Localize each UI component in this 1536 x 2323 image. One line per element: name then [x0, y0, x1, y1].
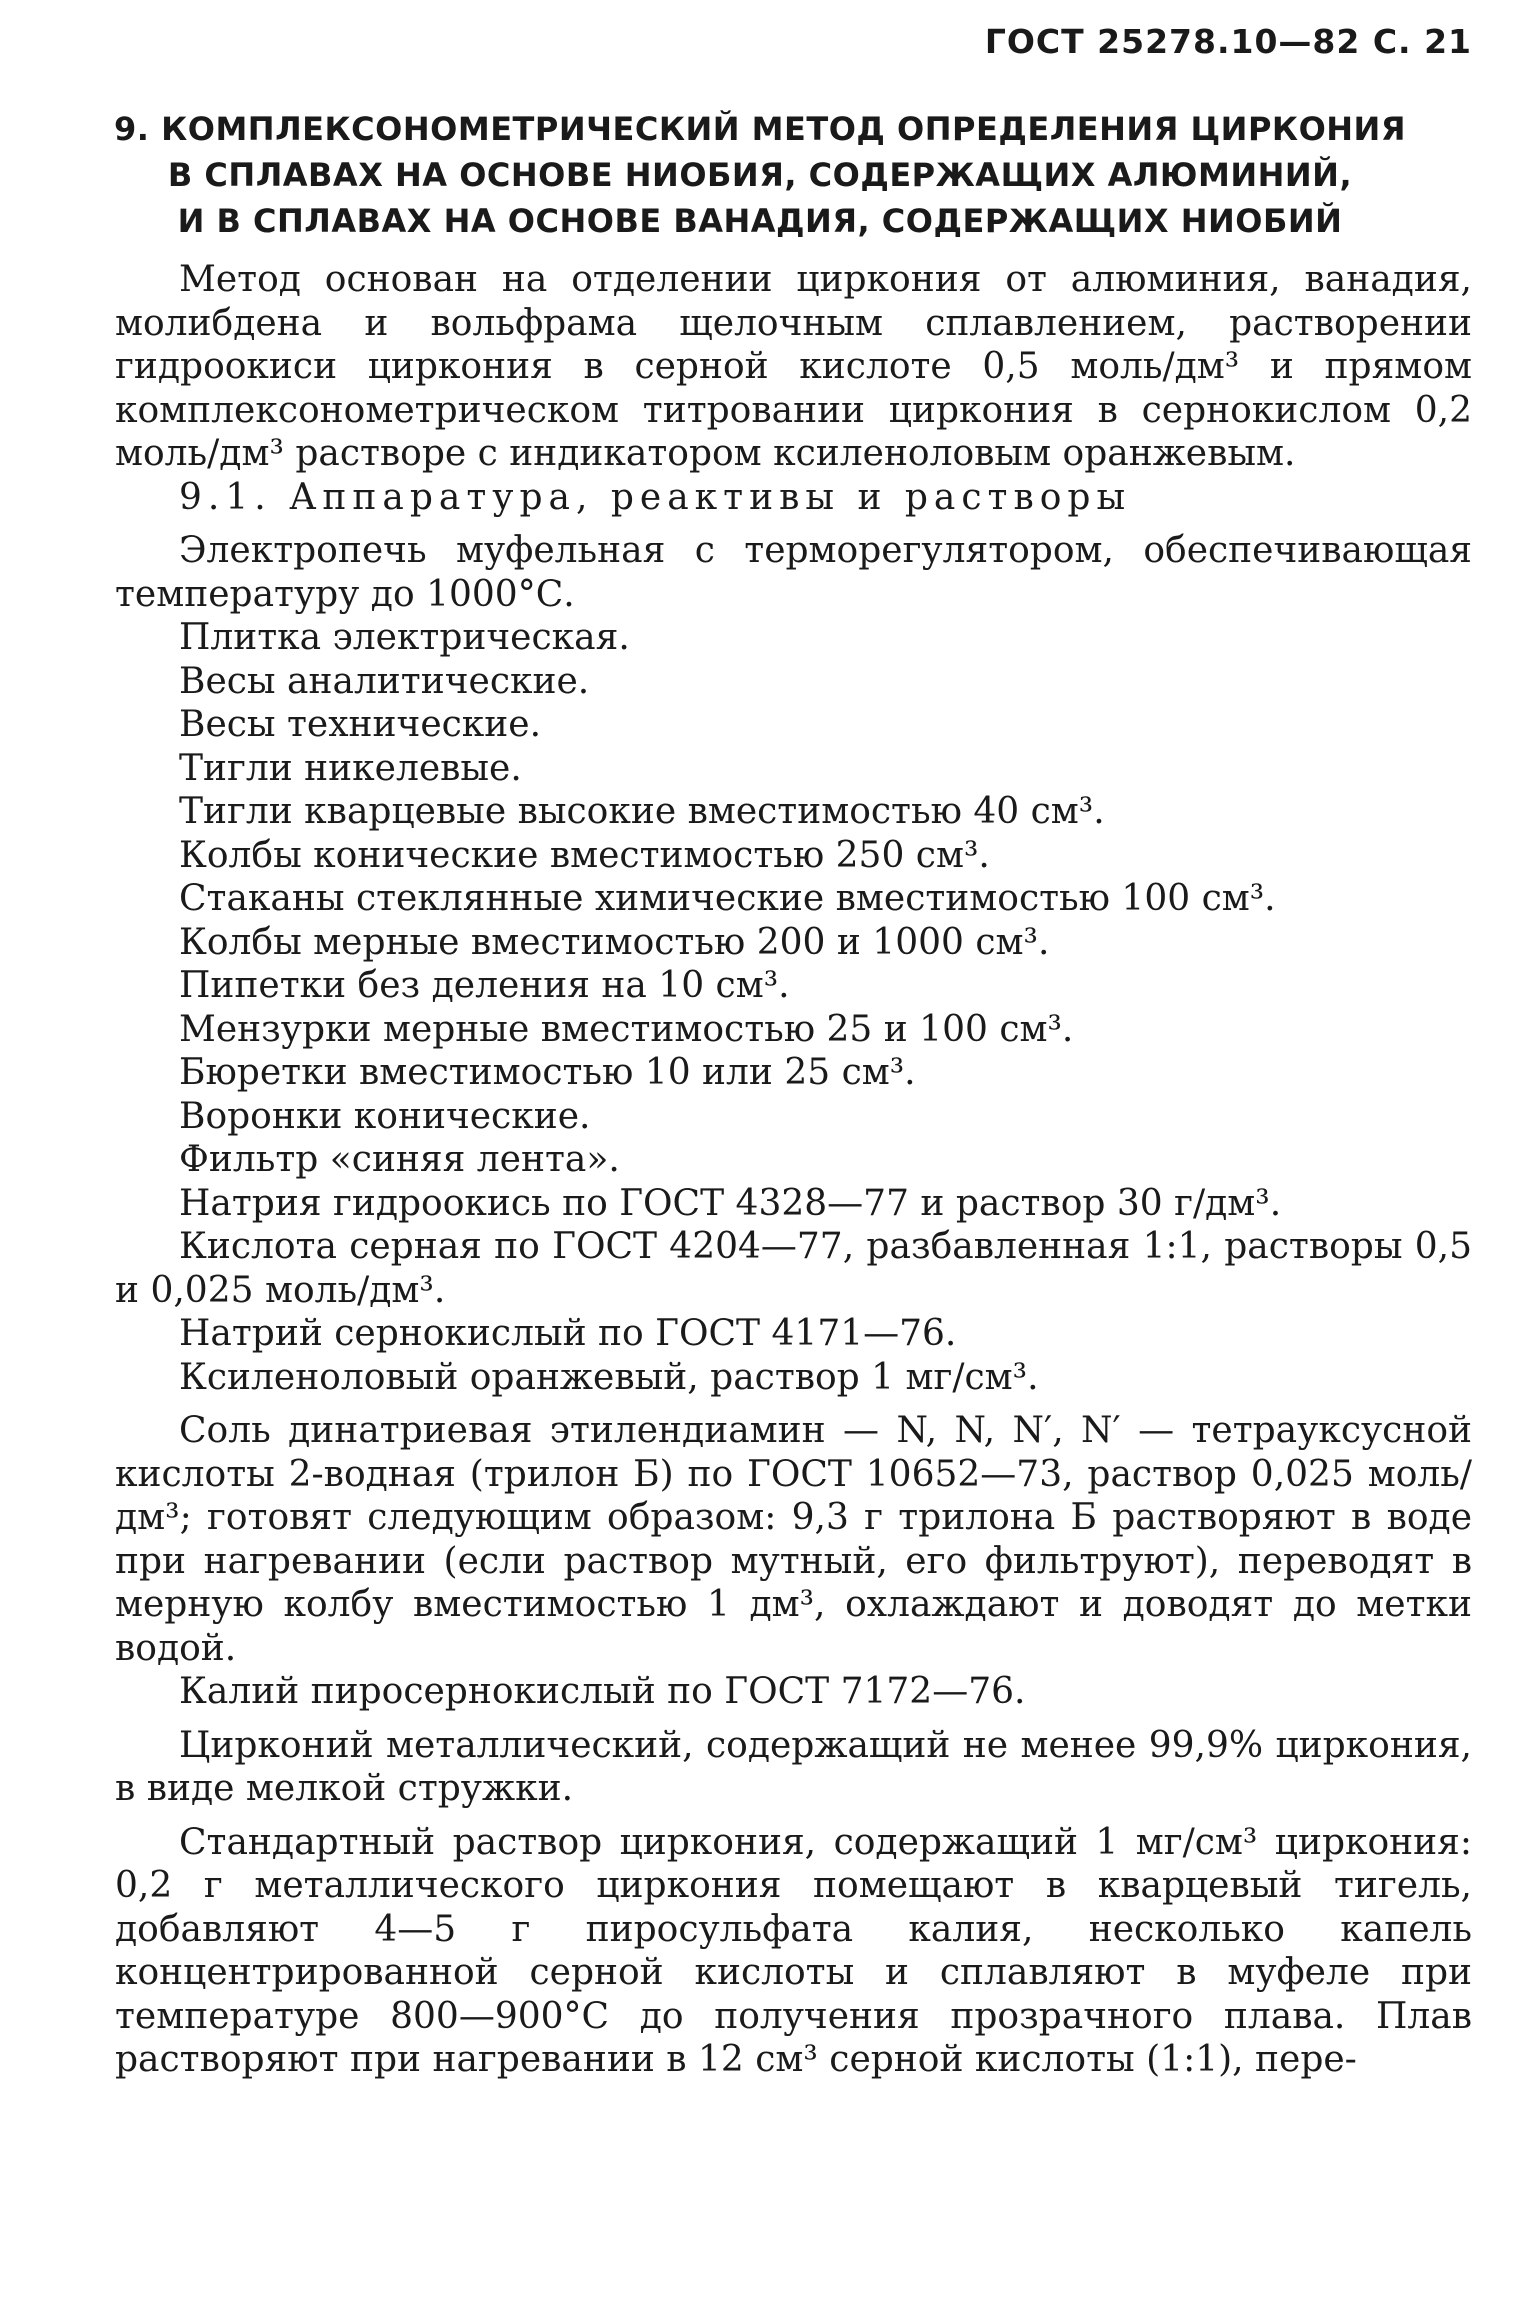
list-item: Цирконий металлический, содержащий не менее 99,9% циркония, в виде мелкой стружки.	[115, 1724, 1472, 1809]
section-title-line: И В СПЛАВАХ НА ОСНОВЕ ВАНАДИЯ, СОДЕРЖАЩИХ НИОБИЙ	[177, 202, 1343, 240]
intro-paragraph: Метод основан на отделении циркония от алюминия, ванадия, молибдена и вольфрама щелочным сплавлением, растворении гидроокиси циркония в серной кислоте 0,5 моль/дм³ и прямом комплексонометрическом титровании циркония в сернокислом 0,2 моль/дм³ растворе с индикатором ксиленоловым оранжевым.	[115, 259, 1472, 474]
list-item: Кислота серная по ГОСТ 4204—77, разбавленная 1:1, растворы 0,5 и 0,025 моль/дм³.	[115, 1226, 1472, 1311]
list-item: Тигли никелевые.	[179, 747, 522, 789]
list-item: Тигли кварцевые высокие вместимостью 40 см³.	[179, 791, 1105, 832]
document-body	[115, 258, 1472, 2082]
section-title-line: 9. КОМПЛЕКСОНОМЕТРИЧЕСКИЙ МЕТОД ОПРЕДЕЛЕНИЯ ЦИРКОНИЯ	[114, 110, 1406, 148]
list-item: Воронки конические.	[179, 1095, 591, 1137]
list-item: Колбы конические вместимостью 250 см³.	[179, 834, 990, 876]
page-header: ГОСТ 25278.10—82 С. 21	[984, 22, 1472, 61]
list-item: Весы аналитические.	[179, 660, 590, 702]
list-item: Плитка электрическая.	[179, 617, 630, 658]
section-title	[110, 106, 1410, 244]
list-item: Соль динатриевая этилендиамин — N, N, N′, N′ — тетрауксусной кислоты 2-водная (трилон Б) по ГОСТ 10652—73, раствор 0,025 моль/дм³; готовят следующим образом: 9,3 г трилона Б растворяют в воде при нагревании (если раствор мутный, его фильтруют), переводят в мерную колбу вместимостью 1 дм³, охлаждают и доводят до метки водой.	[115, 1410, 1472, 1669]
list-item: Натрия гидроокись по ГОСТ 4328—77 и раствор 30 г/дм³.	[179, 1182, 1282, 1224]
list-item: Колбы мерные вместимостью 200 и 1000 см³.	[179, 921, 1050, 963]
list-item: Мензурки мерные вместимостью 25 и 100 см³.	[179, 1008, 1074, 1050]
list-item: Пипетки без деления на 10 см³.	[179, 965, 790, 1006]
list-item: Стаканы стеклянные химические вместимостью 100 см³.	[179, 878, 1276, 919]
list-item: Фильтр «синяя лента».	[179, 1139, 620, 1180]
list-item: Весы технические.	[179, 704, 542, 745]
list-item: Ксиленоловый оранжевый, раствор 1 мг/см³.	[179, 1356, 1039, 1398]
list-item: Калий пиросернокислый по ГОСТ 7172—76.	[179, 1671, 1026, 1712]
list-item: Электропечь муфельная с терморегулятором, обеспечивающая температуру до 1000°С.	[115, 530, 1472, 615]
list-item: Натрий сернокислый по ГОСТ 4171—76.	[179, 1313, 957, 1354]
section-title-line: В СПЛАВАХ НА ОСНОВЕ НИОБИЯ, СОДЕРЖАЩИХ АЛЮМИНИЙ,	[167, 156, 1353, 194]
list-item: Бюретки вместимостью 10 или 25 см³.	[179, 1052, 916, 1093]
list-item: Стандартный раствор циркония, содержащий 1 мг/см³ циркония: 0,2 г металлического циркония помещают в кварцевый тигель, добавляют 4—5 г пиросульфата калия, несколько капель концентрированной серной кислоты и сплавляют в муфеле при температуре 800—900°С до получения прозрачного плава. Плав растворяют при нагревании в 12 см³ серной кислоты (1:1), пере-	[115, 1821, 1472, 2080]
subsection-heading: 9.1. Аппаратура, реактивы и растворы	[179, 476, 1132, 518]
